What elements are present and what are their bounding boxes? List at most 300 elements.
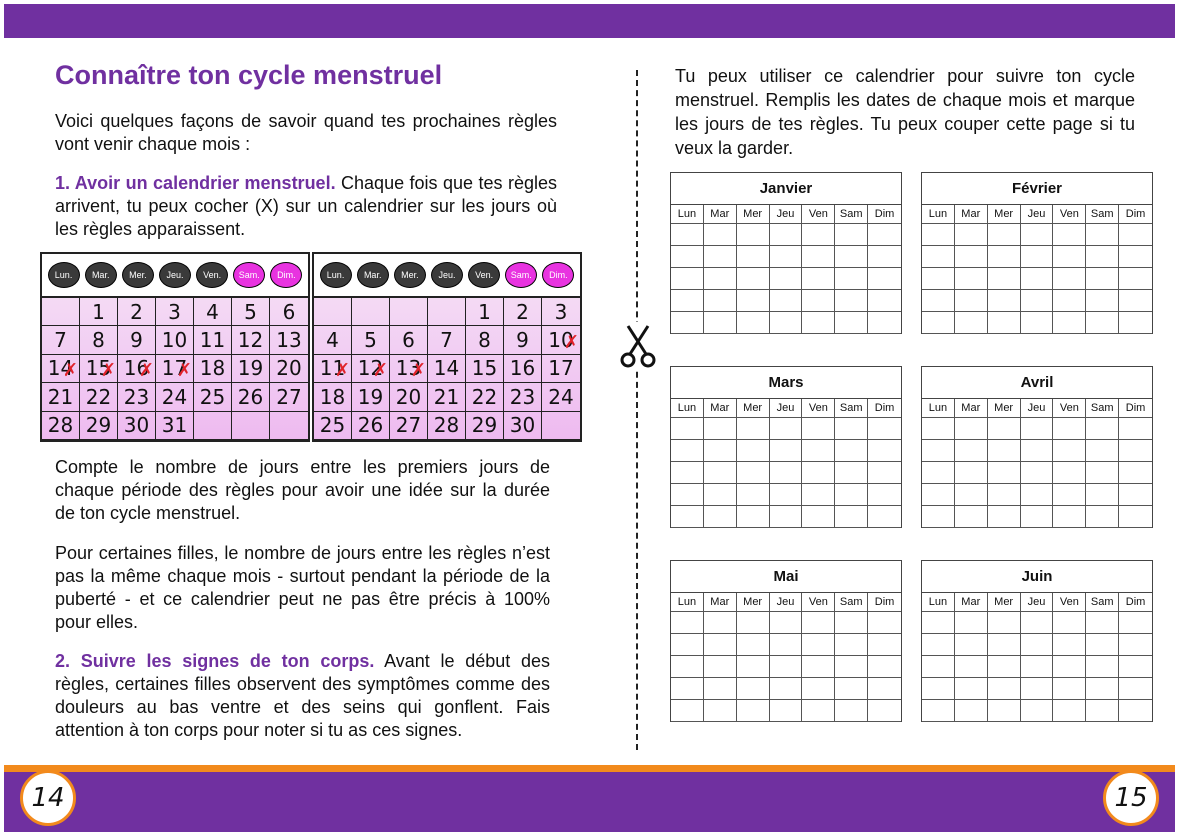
weekday-header: Dim [1119, 399, 1152, 418]
date-cell[interactable] [737, 418, 770, 440]
weekday-header: Dim [1119, 205, 1152, 224]
date-cell[interactable] [671, 290, 704, 312]
date-cell[interactable] [988, 440, 1021, 462]
date-cell[interactable] [1021, 418, 1054, 440]
month-calendar[interactable] [921, 560, 1153, 722]
date-cell[interactable] [1119, 440, 1152, 462]
top-banner [4, 4, 1175, 38]
day-cell [390, 298, 428, 326]
date-cell[interactable] [955, 506, 988, 528]
weekday-header: Sam [835, 399, 868, 418]
date-cell[interactable] [922, 440, 955, 462]
date-cell[interactable] [988, 462, 1021, 484]
date-cell[interactable] [1021, 462, 1054, 484]
date-cell[interactable] [988, 246, 1021, 268]
month-calendar[interactable] [670, 366, 902, 528]
date-cell[interactable] [1119, 678, 1152, 700]
date-cell[interactable] [704, 312, 737, 334]
date-cell[interactable] [1119, 268, 1152, 290]
date-cell[interactable] [922, 312, 955, 334]
day-badge: Lun. [48, 262, 80, 288]
month-name: Juin [922, 561, 1152, 593]
weekday-header: Sam [1086, 399, 1119, 418]
date-cell[interactable] [802, 312, 835, 334]
day-cell: 11 [194, 326, 232, 354]
date-cell[interactable] [922, 462, 955, 484]
day-cell: 1 [80, 298, 118, 326]
date-cell[interactable] [770, 224, 803, 246]
date-cell[interactable] [1021, 678, 1054, 700]
day-cell: 4 [314, 326, 352, 354]
date-cell[interactable] [955, 612, 988, 634]
date-cell[interactable] [770, 506, 803, 528]
date-cell[interactable] [704, 462, 737, 484]
date-cell[interactable] [704, 506, 737, 528]
date-cell[interactable] [868, 678, 901, 700]
date-cell[interactable] [1053, 462, 1086, 484]
date-cell[interactable] [1086, 290, 1119, 312]
date-cell[interactable] [1119, 484, 1152, 506]
date-cell[interactable] [704, 656, 737, 678]
method-1-paragraph [55, 172, 557, 241]
date-cell[interactable] [1086, 612, 1119, 634]
day-cell [194, 412, 232, 440]
date-cell[interactable] [1053, 418, 1086, 440]
date-cell[interactable] [1086, 246, 1119, 268]
date-cell[interactable] [922, 634, 955, 656]
day-cell: 18 [314, 383, 352, 411]
month-name: Mars [671, 367, 901, 399]
date-cell[interactable] [988, 268, 1021, 290]
date-cell[interactable] [671, 246, 704, 268]
date-cell[interactable] [868, 312, 901, 334]
day-cell: 20 [270, 355, 308, 383]
date-cell[interactable] [1021, 634, 1054, 656]
date-cell[interactable] [988, 224, 1021, 246]
date-cell[interactable] [1119, 612, 1152, 634]
date-cell[interactable] [1053, 678, 1086, 700]
weekday-header: Jeu [1021, 399, 1054, 418]
date-cell[interactable] [1086, 312, 1119, 334]
date-cell[interactable] [770, 484, 803, 506]
date-cell[interactable] [922, 418, 955, 440]
day-cell: 11 ✗ [314, 355, 352, 383]
date-cell[interactable] [770, 246, 803, 268]
day-cell: 3 [542, 298, 580, 326]
weekday-header: Mer [988, 205, 1021, 224]
date-cell[interactable] [988, 656, 1021, 678]
weekday-header: Ven [1053, 399, 1086, 418]
date-cell[interactable] [835, 290, 868, 312]
date-cell[interactable] [955, 312, 988, 334]
day-badge: Sam. [233, 262, 265, 288]
weekday-header: Lun [671, 399, 704, 418]
weekday-header: Mer [988, 399, 1021, 418]
month-name: Mai [671, 561, 901, 593]
date-cell[interactable] [922, 506, 955, 528]
date-cell[interactable] [1053, 700, 1086, 722]
date-cell[interactable] [704, 440, 737, 462]
weekday-header: Dim [868, 399, 901, 418]
date-cell[interactable] [868, 462, 901, 484]
date-cell[interactable] [737, 700, 770, 722]
date-cell[interactable] [1119, 634, 1152, 656]
sample-calendar-1 [40, 252, 310, 442]
date-cell[interactable] [835, 700, 868, 722]
day-cell: 20 [390, 383, 428, 411]
date-cell[interactable] [737, 634, 770, 656]
date-cell[interactable] [671, 678, 704, 700]
date-cell[interactable] [737, 506, 770, 528]
date-cell[interactable] [868, 224, 901, 246]
date-cell[interactable] [770, 268, 803, 290]
date-cell[interactable] [1086, 462, 1119, 484]
date-cell[interactable] [1021, 612, 1054, 634]
date-cell[interactable] [955, 246, 988, 268]
date-cell[interactable] [1021, 224, 1054, 246]
day-badge: Dim. [270, 262, 302, 288]
date-cell[interactable] [1021, 656, 1054, 678]
day-cell [232, 412, 270, 440]
date-cell[interactable] [1086, 634, 1119, 656]
date-cell[interactable] [955, 290, 988, 312]
date-cell[interactable] [835, 418, 868, 440]
date-cell[interactable] [988, 418, 1021, 440]
weekday-header: Mer [737, 593, 770, 612]
date-cell[interactable] [704, 484, 737, 506]
month-grid [671, 399, 901, 528]
date-cell[interactable] [1086, 506, 1119, 528]
date-cell[interactable] [770, 656, 803, 678]
date-cell[interactable] [671, 506, 704, 528]
method-1-heading: 1. Avoir un calendrier menstruel. [55, 173, 336, 193]
day-cell: 23 [504, 383, 542, 411]
date-cell[interactable] [922, 612, 955, 634]
date-cell[interactable] [802, 268, 835, 290]
weekday-header: Jeu [770, 593, 803, 612]
date-cell[interactable] [737, 612, 770, 634]
date-cell[interactable] [835, 678, 868, 700]
date-cell[interactable] [922, 656, 955, 678]
date-cell[interactable] [1053, 312, 1086, 334]
date-cell[interactable] [802, 440, 835, 462]
day-cell: 8 [466, 326, 504, 354]
date-cell[interactable] [922, 246, 955, 268]
date-cell[interactable] [1053, 612, 1086, 634]
date-cell[interactable] [868, 506, 901, 528]
date-cell[interactable] [955, 224, 988, 246]
day-cell: 3 [156, 298, 194, 326]
date-cell[interactable] [922, 290, 955, 312]
day-cell: 22 [80, 383, 118, 411]
date-cell[interactable] [770, 634, 803, 656]
date-cell[interactable] [671, 484, 704, 506]
day-cell: 16 ✗ [118, 355, 156, 383]
date-cell[interactable] [955, 440, 988, 462]
date-cell[interactable] [704, 418, 737, 440]
date-cell[interactable] [1119, 418, 1152, 440]
date-cell[interactable] [1021, 312, 1054, 334]
day-cell [428, 298, 466, 326]
date-cell[interactable] [868, 440, 901, 462]
day-cell: 13 [270, 326, 308, 354]
date-cell[interactable] [737, 656, 770, 678]
date-cell[interactable] [988, 506, 1021, 528]
date-cell[interactable] [1086, 700, 1119, 722]
weekday-header: Lun [922, 593, 955, 612]
date-cell[interactable] [835, 312, 868, 334]
day-cell: 30 [504, 412, 542, 440]
date-cell[interactable] [955, 268, 988, 290]
date-cell[interactable] [1053, 484, 1086, 506]
date-cell[interactable] [770, 612, 803, 634]
date-cell[interactable] [868, 484, 901, 506]
date-cell[interactable] [1021, 268, 1054, 290]
month-grid [671, 205, 901, 334]
date-cell[interactable] [955, 656, 988, 678]
date-cell[interactable] [835, 612, 868, 634]
date-cell[interactable] [1086, 678, 1119, 700]
date-cell[interactable] [802, 224, 835, 246]
weekday-header: Lun [671, 205, 704, 224]
weekday-header: Ven [1053, 205, 1086, 224]
date-cell[interactable] [704, 290, 737, 312]
date-cell[interactable] [1119, 700, 1152, 722]
count-paragraph: Compte le nombre de jours entre les premiers jours de chaque période des règles pour avoir une idée sur la durée de ton cycle menstruel. [55, 457, 550, 523]
date-cell[interactable] [988, 312, 1021, 334]
weekday-header: Jeu [1021, 205, 1054, 224]
date-cell[interactable] [1053, 440, 1086, 462]
day-cell: 30 [118, 412, 156, 440]
date-cell[interactable] [988, 700, 1021, 722]
date-cell[interactable] [835, 246, 868, 268]
date-cell[interactable] [671, 224, 704, 246]
date-cell[interactable] [770, 418, 803, 440]
date-cell[interactable] [770, 700, 803, 722]
day-cell [314, 298, 352, 326]
date-cell[interactable] [955, 678, 988, 700]
sample-calendar-header [42, 254, 308, 298]
date-cell[interactable] [922, 224, 955, 246]
month-calendar[interactable] [921, 172, 1153, 334]
day-cell: 6 [270, 298, 308, 326]
day-cell: 25 [314, 412, 352, 440]
date-cell[interactable] [737, 678, 770, 700]
day-cell [542, 412, 580, 440]
weekday-header: Dim [868, 593, 901, 612]
day-cell: 2 [504, 298, 542, 326]
date-cell[interactable] [802, 656, 835, 678]
date-cell[interactable] [704, 268, 737, 290]
date-cell[interactable] [1053, 656, 1086, 678]
intro-paragraph: Voici quelques façons de savoir quand tes prochaines règles vont venir chaque mois : [55, 111, 557, 154]
varies-paragraph: Pour certaines filles, le nombre de jours entre les règles n’est pas la même chaque mois - surtout pendant la période de la puberté - et ce calendrier peut ne pas être précis à 100% pour elles. [55, 543, 550, 632]
date-cell[interactable] [955, 418, 988, 440]
date-cell[interactable] [704, 224, 737, 246]
date-cell[interactable] [802, 678, 835, 700]
weekday-header: Ven [802, 205, 835, 224]
date-cell[interactable] [868, 418, 901, 440]
day-cell [270, 412, 308, 440]
day-badge: Ven. [468, 262, 500, 288]
date-cell[interactable] [671, 612, 704, 634]
date-cell[interactable] [770, 678, 803, 700]
month-grid [922, 399, 1152, 528]
date-cell[interactable] [835, 462, 868, 484]
date-cell[interactable] [671, 656, 704, 678]
cut-line [636, 70, 638, 750]
date-cell[interactable] [835, 634, 868, 656]
date-cell[interactable] [802, 418, 835, 440]
date-cell[interactable] [868, 268, 901, 290]
day-cell: 23 [118, 383, 156, 411]
day-cell [352, 298, 390, 326]
month-grid [922, 205, 1152, 334]
date-cell[interactable] [671, 418, 704, 440]
date-cell[interactable] [737, 224, 770, 246]
date-cell[interactable] [955, 700, 988, 722]
date-cell[interactable] [1021, 700, 1054, 722]
date-cell[interactable] [868, 656, 901, 678]
date-cell[interactable] [671, 268, 704, 290]
day-cell: 15 [466, 355, 504, 383]
date-cell[interactable] [922, 484, 955, 506]
day-cell: 8 [80, 326, 118, 354]
date-cell[interactable] [802, 506, 835, 528]
page-title: Connaître ton cycle menstruel [55, 60, 443, 90]
date-cell[interactable] [988, 634, 1021, 656]
date-cell[interactable] [737, 462, 770, 484]
date-cell[interactable] [737, 312, 770, 334]
date-cell[interactable] [737, 268, 770, 290]
date-cell[interactable] [737, 246, 770, 268]
date-cell[interactable] [671, 462, 704, 484]
date-cell[interactable] [802, 290, 835, 312]
date-cell[interactable] [835, 268, 868, 290]
date-cell[interactable] [737, 484, 770, 506]
date-cell[interactable] [704, 700, 737, 722]
date-cell[interactable] [1021, 440, 1054, 462]
date-cell[interactable] [770, 290, 803, 312]
date-cell[interactable] [1053, 268, 1086, 290]
date-cell[interactable] [868, 246, 901, 268]
date-cell[interactable] [1119, 656, 1152, 678]
date-cell[interactable] [1119, 224, 1152, 246]
date-cell[interactable] [802, 700, 835, 722]
date-cell[interactable] [704, 678, 737, 700]
date-cell[interactable] [1119, 246, 1152, 268]
date-cell[interactable] [671, 312, 704, 334]
date-cell[interactable] [737, 440, 770, 462]
date-cell[interactable] [922, 700, 955, 722]
date-cell[interactable] [1086, 224, 1119, 246]
date-cell[interactable] [922, 268, 955, 290]
sample-calendar-header [314, 254, 580, 298]
date-cell[interactable] [1086, 268, 1119, 290]
date-cell[interactable] [802, 484, 835, 506]
date-cell[interactable] [1053, 634, 1086, 656]
weekday-header: Sam [835, 593, 868, 612]
month-calendar[interactable] [921, 366, 1153, 528]
day-cell: 18 [194, 355, 232, 383]
date-cell[interactable] [922, 678, 955, 700]
date-cell[interactable] [835, 506, 868, 528]
date-cell[interactable] [802, 246, 835, 268]
weekday-header: Lun [671, 593, 704, 612]
date-cell[interactable] [868, 634, 901, 656]
date-cell[interactable] [835, 656, 868, 678]
date-cell[interactable] [1053, 246, 1086, 268]
date-cell[interactable] [835, 224, 868, 246]
weekday-header: Mar [955, 205, 988, 224]
date-cell[interactable] [1119, 462, 1152, 484]
date-cell[interactable] [1053, 506, 1086, 528]
date-cell[interactable] [1053, 290, 1086, 312]
method-2-text: Avant le début des règles, certaines filles observent des symptômes comme des douleurs au bas ventre et des seins qui gonflent. Fais attention à ton corps pour noter si tu as ces signes. [55, 651, 550, 740]
date-cell[interactable] [802, 612, 835, 634]
date-cell[interactable] [671, 700, 704, 722]
day-badge: Mar. [85, 262, 117, 288]
weekday-header: Mer [737, 205, 770, 224]
date-cell[interactable] [955, 484, 988, 506]
date-cell[interactable] [1086, 484, 1119, 506]
date-cell[interactable] [1021, 290, 1054, 312]
date-cell[interactable] [704, 612, 737, 634]
date-cell[interactable] [802, 462, 835, 484]
date-cell[interactable] [955, 462, 988, 484]
date-cell[interactable] [1053, 224, 1086, 246]
date-cell[interactable] [737, 290, 770, 312]
date-cell[interactable] [671, 634, 704, 656]
date-cell[interactable] [1086, 656, 1119, 678]
date-cell[interactable] [802, 634, 835, 656]
day-cell: 27 [390, 412, 428, 440]
date-cell[interactable] [1021, 484, 1054, 506]
day-cell: 29 [80, 412, 118, 440]
month-name: Janvier [671, 173, 901, 205]
day-badge: Mer. [394, 262, 426, 288]
date-cell[interactable] [868, 290, 901, 312]
date-cell[interactable] [868, 700, 901, 722]
weekday-header: Sam [835, 205, 868, 224]
date-cell[interactable] [1086, 418, 1119, 440]
date-cell[interactable] [1119, 290, 1152, 312]
date-cell[interactable] [988, 484, 1021, 506]
date-cell[interactable] [988, 612, 1021, 634]
date-cell[interactable] [1021, 506, 1054, 528]
date-cell[interactable] [1086, 440, 1119, 462]
weekday-header: Jeu [1021, 593, 1054, 612]
date-cell[interactable] [955, 634, 988, 656]
date-cell[interactable] [704, 634, 737, 656]
date-cell[interactable] [770, 312, 803, 334]
date-cell[interactable] [835, 440, 868, 462]
month-calendar[interactable] [670, 560, 902, 722]
date-cell[interactable] [770, 440, 803, 462]
date-cell[interactable] [1119, 506, 1152, 528]
date-cell[interactable] [1021, 246, 1054, 268]
date-cell[interactable] [868, 612, 901, 634]
date-cell[interactable] [1119, 312, 1152, 334]
date-cell[interactable] [704, 246, 737, 268]
date-cell[interactable] [770, 462, 803, 484]
date-cell[interactable] [988, 678, 1021, 700]
month-calendar[interactable] [670, 172, 902, 334]
date-cell[interactable] [835, 484, 868, 506]
day-badge: Sam. [505, 262, 537, 288]
date-cell[interactable] [988, 290, 1021, 312]
date-cell[interactable] [671, 440, 704, 462]
